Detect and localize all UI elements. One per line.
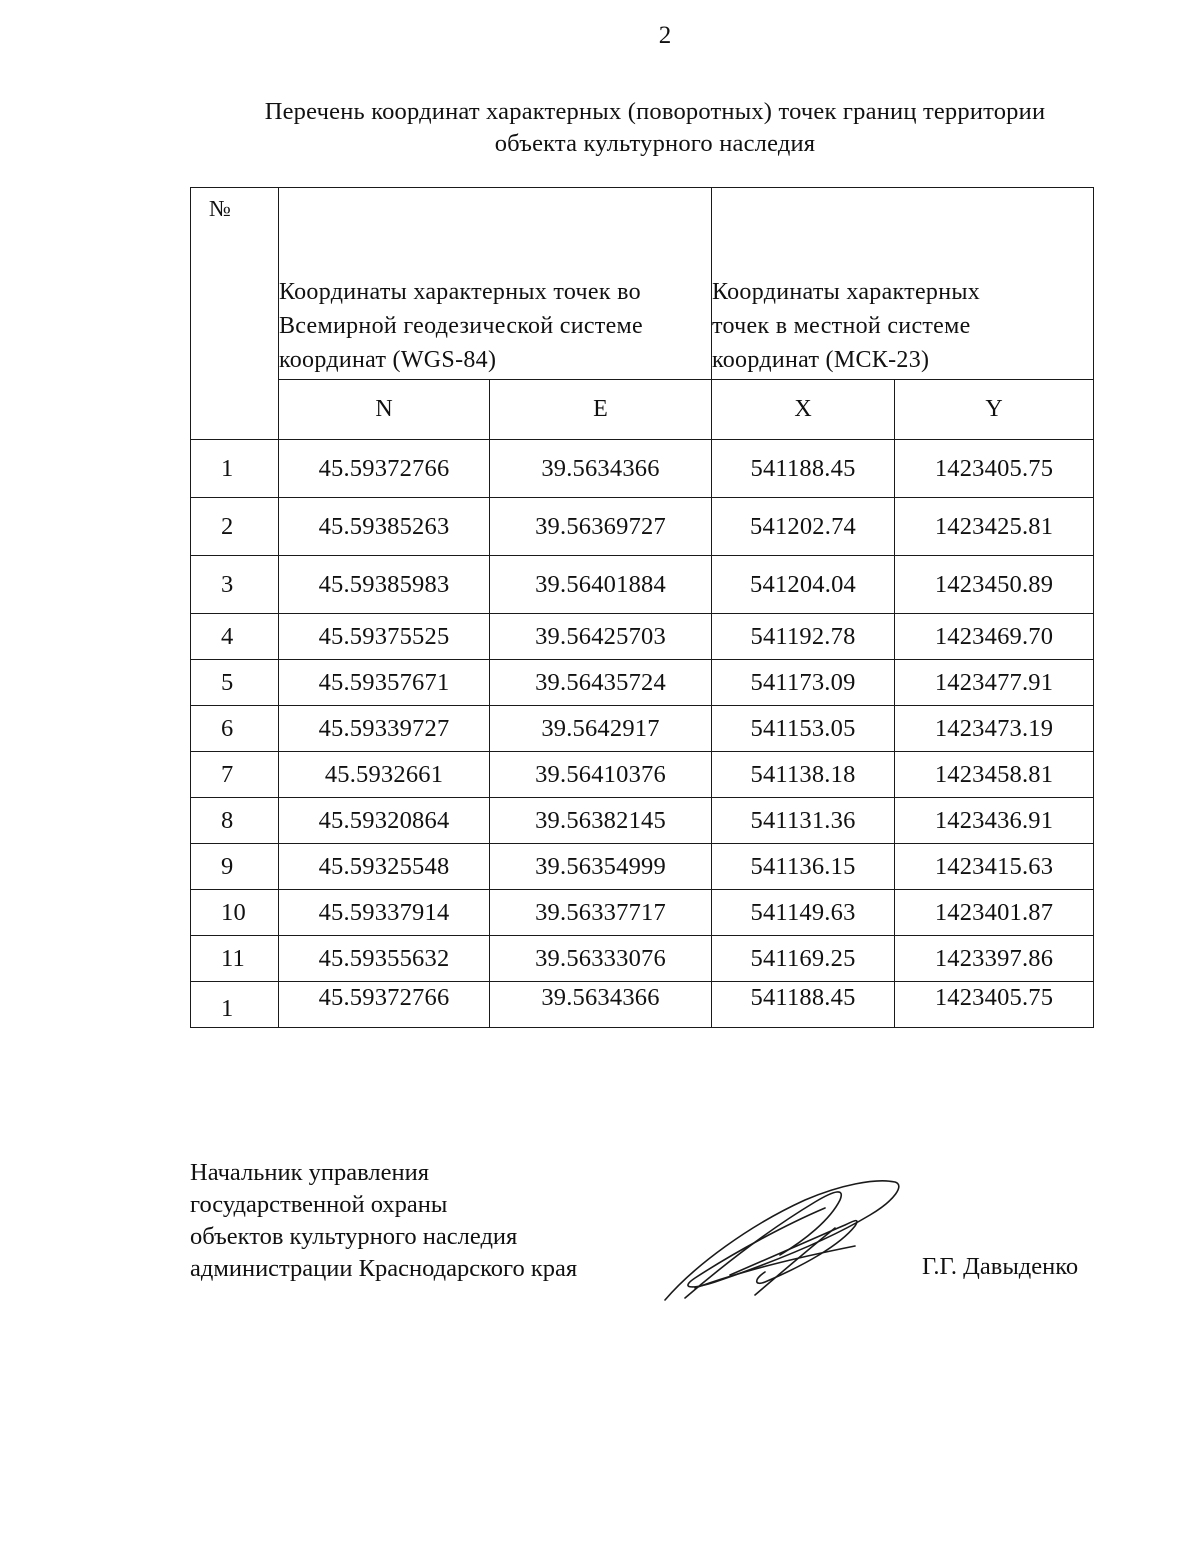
cell-x: 541149.63 <box>712 890 895 936</box>
cell-n: 45.59375525 <box>279 614 490 660</box>
table-row <box>191 890 1094 936</box>
cell-e: 39.5634366 <box>490 982 712 1028</box>
signatory-line-4: администрации Краснодарского края <box>190 1255 578 1282</box>
table-row <box>191 752 1094 798</box>
table-row <box>191 556 1094 614</box>
header-msk23-group <box>712 188 1094 380</box>
table-row <box>191 844 1094 890</box>
cell-n: 45.59325548 <box>279 844 490 890</box>
cell-y: 1423469.70 <box>895 614 1094 660</box>
cell-number: 4 <box>191 614 279 660</box>
cell-number: 8 <box>191 798 279 844</box>
cell-e: 39.56369727 <box>490 498 712 556</box>
cell-n: 45.59385263 <box>279 498 490 556</box>
header-n: N <box>279 380 490 440</box>
cell-x: 541188.45 <box>712 982 895 1028</box>
header-wgs84-line-3: координат (WGS-84) <box>279 347 497 373</box>
cell-n: 45.5932661 <box>279 752 490 798</box>
header-wgs84-line-2: Всемирной геодезической системе <box>279 313 643 339</box>
cell-e: 39.5642917 <box>490 706 712 752</box>
cell-y: 1423397.86 <box>895 936 1094 982</box>
cell-number: 7 <box>191 752 279 798</box>
cell-x: 541192.78 <box>712 614 895 660</box>
cell-e: 39.56382145 <box>490 798 712 844</box>
handwritten-signature <box>655 1170 915 1305</box>
page-number: 2 <box>658 22 672 49</box>
cell-e: 39.56410376 <box>490 752 712 798</box>
header-y: Y <box>895 380 1094 440</box>
cell-number: 6 <box>191 706 279 752</box>
table-row <box>191 440 1094 498</box>
cell-e: 39.56425703 <box>490 614 712 660</box>
cell-y: 1423405.75 <box>895 982 1094 1028</box>
table-row <box>191 936 1094 982</box>
header-e: E <box>490 380 712 440</box>
title-line-1: Перечень координат характерных (поворотных) точек границ территории <box>264 98 1046 125</box>
cell-x: 541202.74 <box>712 498 895 556</box>
table-row <box>191 798 1094 844</box>
cell-x: 541138.18 <box>712 752 895 798</box>
header-msk23-line-2: точек в местной системе <box>712 313 971 339</box>
table-row <box>191 660 1094 706</box>
header-wgs84-group <box>279 188 712 380</box>
cell-n: 45.59339727 <box>279 706 490 752</box>
cell-y: 1423415.63 <box>895 844 1094 890</box>
cell-n: 45.59372766 <box>279 440 490 498</box>
cell-e: 39.56333076 <box>490 936 712 982</box>
cell-n: 45.59355632 <box>279 936 490 982</box>
header-wgs84-line-1: Координаты характерных точек во <box>279 279 641 305</box>
cell-number: 5 <box>191 660 279 706</box>
signatory-position <box>190 1157 577 1285</box>
cell-n: 45.59337914 <box>279 890 490 936</box>
cell-e: 39.56435724 <box>490 660 712 706</box>
cell-x: 541169.25 <box>712 936 895 982</box>
header-x: X <box>712 380 895 440</box>
cell-e: 39.56401884 <box>490 556 712 614</box>
cell-number: 11 <box>191 936 279 982</box>
cell-y: 1423450.89 <box>895 556 1094 614</box>
title-line-2: объекта культурного наследия <box>494 130 816 157</box>
cell-y: 1423458.81 <box>895 752 1094 798</box>
table-row <box>191 982 1094 1028</box>
table-row <box>191 614 1094 660</box>
cell-y: 1423477.91 <box>895 660 1094 706</box>
cell-x: 541131.36 <box>712 798 895 844</box>
table-row <box>191 498 1094 556</box>
cell-e: 39.56354999 <box>490 844 712 890</box>
cell-y: 1423425.81 <box>895 498 1094 556</box>
cell-number: 10 <box>191 890 279 936</box>
cell-x: 541153.05 <box>712 706 895 752</box>
coordinates-table <box>190 187 1094 1028</box>
cell-y: 1423436.91 <box>895 798 1094 844</box>
cell-x: 541136.15 <box>712 844 895 890</box>
cell-y: 1423405.75 <box>895 440 1094 498</box>
cell-e: 39.5634366 <box>490 440 712 498</box>
signatory-line-2: государственной охраны <box>190 1191 448 1218</box>
cell-number: 3 <box>191 556 279 614</box>
table-header-row <box>191 188 1094 380</box>
table-subheader-row <box>191 380 1094 440</box>
cell-x: 541188.45 <box>712 440 895 498</box>
header-number: № <box>191 188 279 440</box>
signatory-line-1: Начальник управления <box>190 1159 429 1186</box>
cell-number: 1 <box>191 982 279 1028</box>
header-msk23-line-3: координат (МСК-23) <box>712 347 930 373</box>
document-title <box>200 96 1110 160</box>
header-msk23-line-1: Координаты характерных <box>712 279 981 305</box>
signer-name: Г.Г. Давыденко <box>922 1253 1079 1280</box>
cell-n: 45.59372766 <box>279 982 490 1028</box>
cell-x: 541204.04 <box>712 556 895 614</box>
cell-n: 45.59357671 <box>279 660 490 706</box>
table-row <box>191 706 1094 752</box>
cell-e: 39.56337717 <box>490 890 712 936</box>
signatory-line-3: объектов культурного наследия <box>190 1223 518 1250</box>
cell-n: 45.59320864 <box>279 798 490 844</box>
cell-y: 1423401.87 <box>895 890 1094 936</box>
cell-number: 2 <box>191 498 279 556</box>
cell-x: 541173.09 <box>712 660 895 706</box>
cell-n: 45.59385983 <box>279 556 490 614</box>
cell-number: 9 <box>191 844 279 890</box>
cell-number: 1 <box>191 440 279 498</box>
cell-y: 1423473.19 <box>895 706 1094 752</box>
